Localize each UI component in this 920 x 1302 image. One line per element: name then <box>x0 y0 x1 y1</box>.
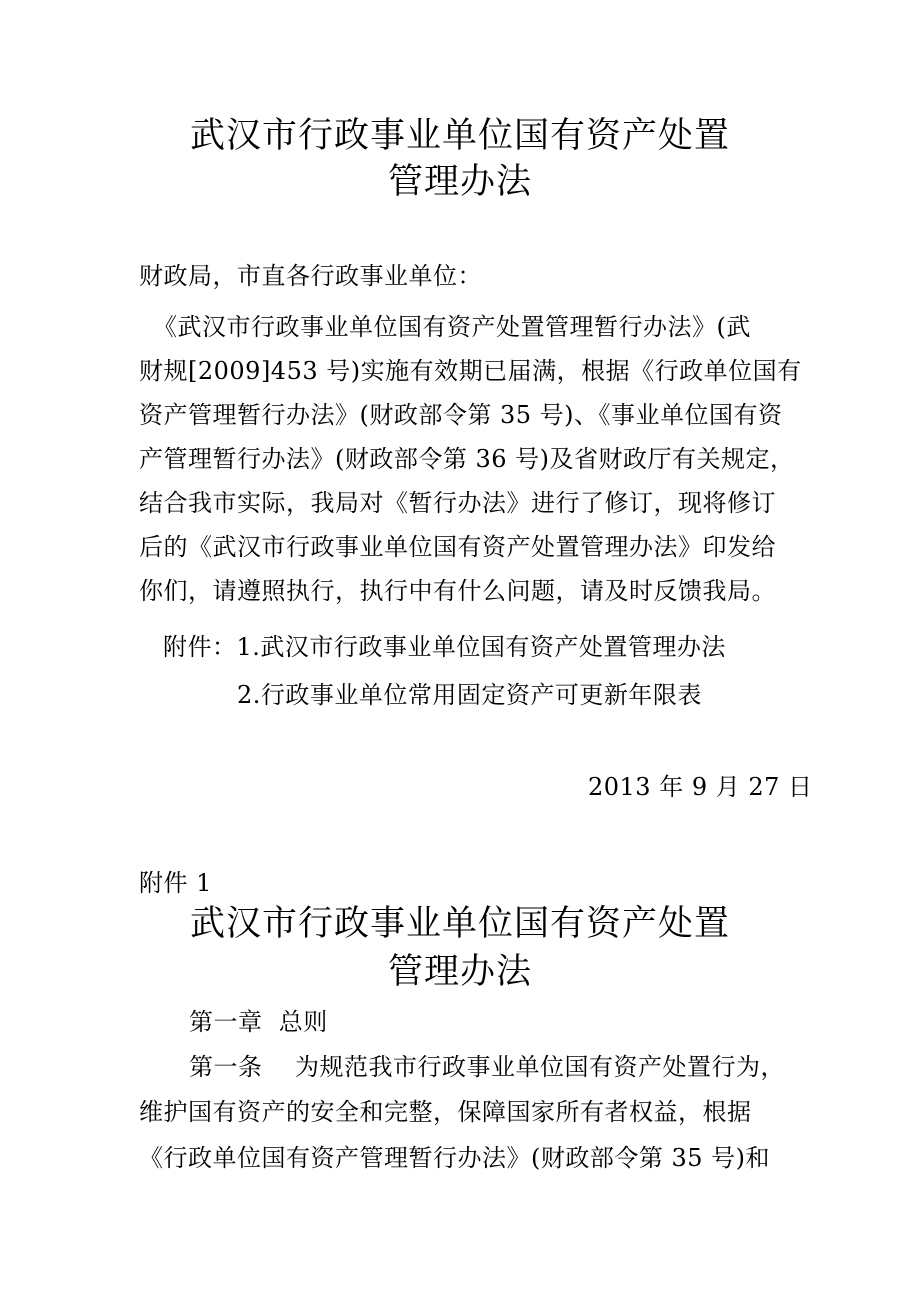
body-line: 财规[2009]453 号)实施有效期已届满，根据《行政单位国有 <box>139 357 802 385</box>
article-line: 《行政单位国有资产管理暂行办法》(财政部令第 35 号)和 <box>139 1144 771 1172</box>
body-line: 你们，请遵照执行，执行中有什么问题，请及时反馈我局。 <box>139 577 776 605</box>
body-line: 结合我市实际，我局对《暂行办法》进行了修订，现将修订 <box>139 489 776 517</box>
chapter-heading: 第一章 总则 <box>189 1008 328 1036</box>
notice-title-line-2: 管理办法 <box>387 162 532 202</box>
article-line: 第一条 为规范我市行政事业单位国有资产处置行为， <box>189 1053 786 1081</box>
addressee: 财政局，市直各行政事业单位： <box>139 262 482 290</box>
notice-date: 2013 年 9 月 27 日 <box>588 773 813 801</box>
body-line: 后的《武汉市行政事业单位国有资产处置管理办法》印发给 <box>139 533 776 561</box>
article-line: 维护国有资产的安全和完整，保障国家所有者权益，根据 <box>139 1098 752 1126</box>
body-line: 产管理暂行办法》(财政部令第 36 号)及省财政厅有关规定， <box>139 445 795 473</box>
body-line: 《武汉市行政事业单位国有资产处置管理暂行办法》(武 <box>153 313 751 341</box>
attachment-list-item-2: 2.行政事业单位常用固定资产可更新年限表 <box>237 681 702 709</box>
notice-title-line-1: 武汉市行政事业单位国有资产处置 <box>189 116 730 156</box>
attachment-label: 附件 1 <box>139 869 212 897</box>
attachment-list-item-1: 附件：1.武汉市行政事业单位国有资产处置管理办法 <box>163 633 726 661</box>
body-line: 资产管理暂行办法》(财政部令第 35 号)、《事业单位国有资 <box>139 401 783 429</box>
attachment-title-line-1: 武汉市行政事业单位国有资产处置 <box>189 904 730 944</box>
attachment-title-line-2: 管理办法 <box>387 952 532 992</box>
